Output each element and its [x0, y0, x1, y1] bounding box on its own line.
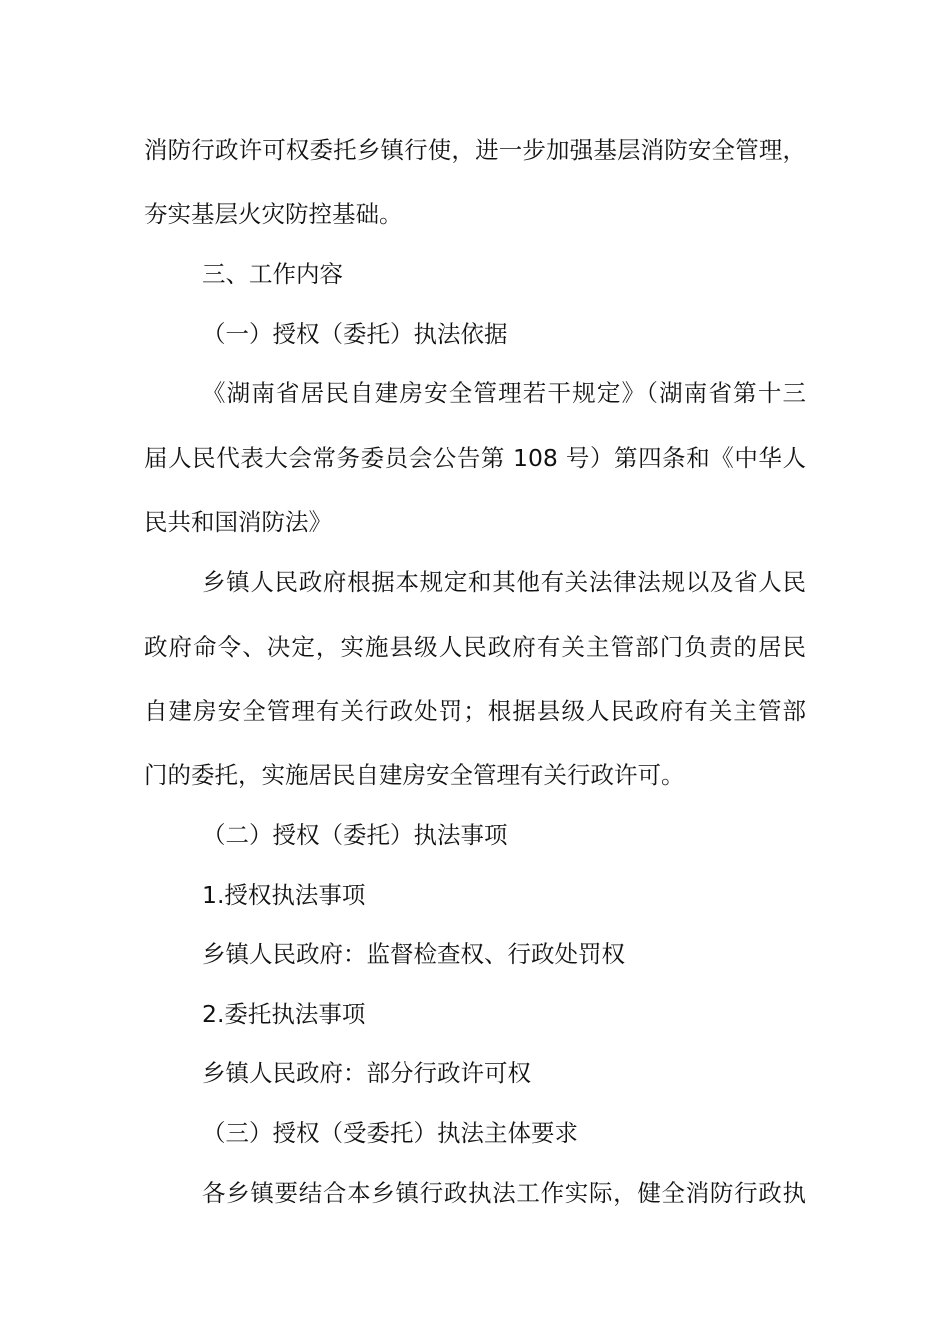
subheading-legal-basis: （一）授权（委托）执法依据 [202, 320, 508, 348]
paragraph-line-9: 政府命令、决定，实施县级人民政府有关主管部门负责的居民 [144, 633, 806, 661]
list-item-authorized-enforcement: 1.授权执法事项 [202, 881, 366, 909]
paragraph-line-11: 门的委托，实施居民自建房安全管理有关行政许可。 [144, 761, 685, 789]
paragraph-line-7: 民共和国消防法》 [144, 508, 332, 536]
paragraph-line-5: 《湖南省居民自建房安全管理若干规定》（湖南省第十三 [202, 379, 806, 407]
subheading-enforcement-items: （二）授权（委托）执法事项 [202, 821, 508, 849]
list-item-entrusted-enforcement: 2.委托执法事项 [202, 1000, 366, 1028]
section-heading-work-content: 三、工作内容 [202, 260, 343, 288]
paragraph-line-2: 夯实基层火灾防控基础。 [144, 200, 403, 228]
list-item-detail-1: 乡镇人民政府：监督检查权、行政处罚权 [202, 940, 625, 968]
list-item-detail-2: 乡镇人民政府：部分行政许可权 [202, 1059, 531, 1087]
paragraph-line-6: 届人民代表大会常务委员会公告第 108 号）第四条和《中华人 [144, 444, 806, 472]
paragraph-line-18: 各乡镇要结合本乡镇行政执法工作实际，健全消防行政执 [202, 1179, 806, 1207]
paragraph-line-1: 消防行政许可权委托乡镇行使，进一步加强基层消防安全管理， [144, 136, 806, 164]
subheading-subject-requirements: （三）授权（受委托）执法主体要求 [202, 1119, 578, 1147]
paragraph-line-8: 乡镇人民政府根据本规定和其他有关法律法规以及省人民 [202, 568, 806, 596]
paragraph-line-10: 自建房安全管理有关行政处罚；根据县级人民政府有关主管部 [144, 697, 806, 725]
